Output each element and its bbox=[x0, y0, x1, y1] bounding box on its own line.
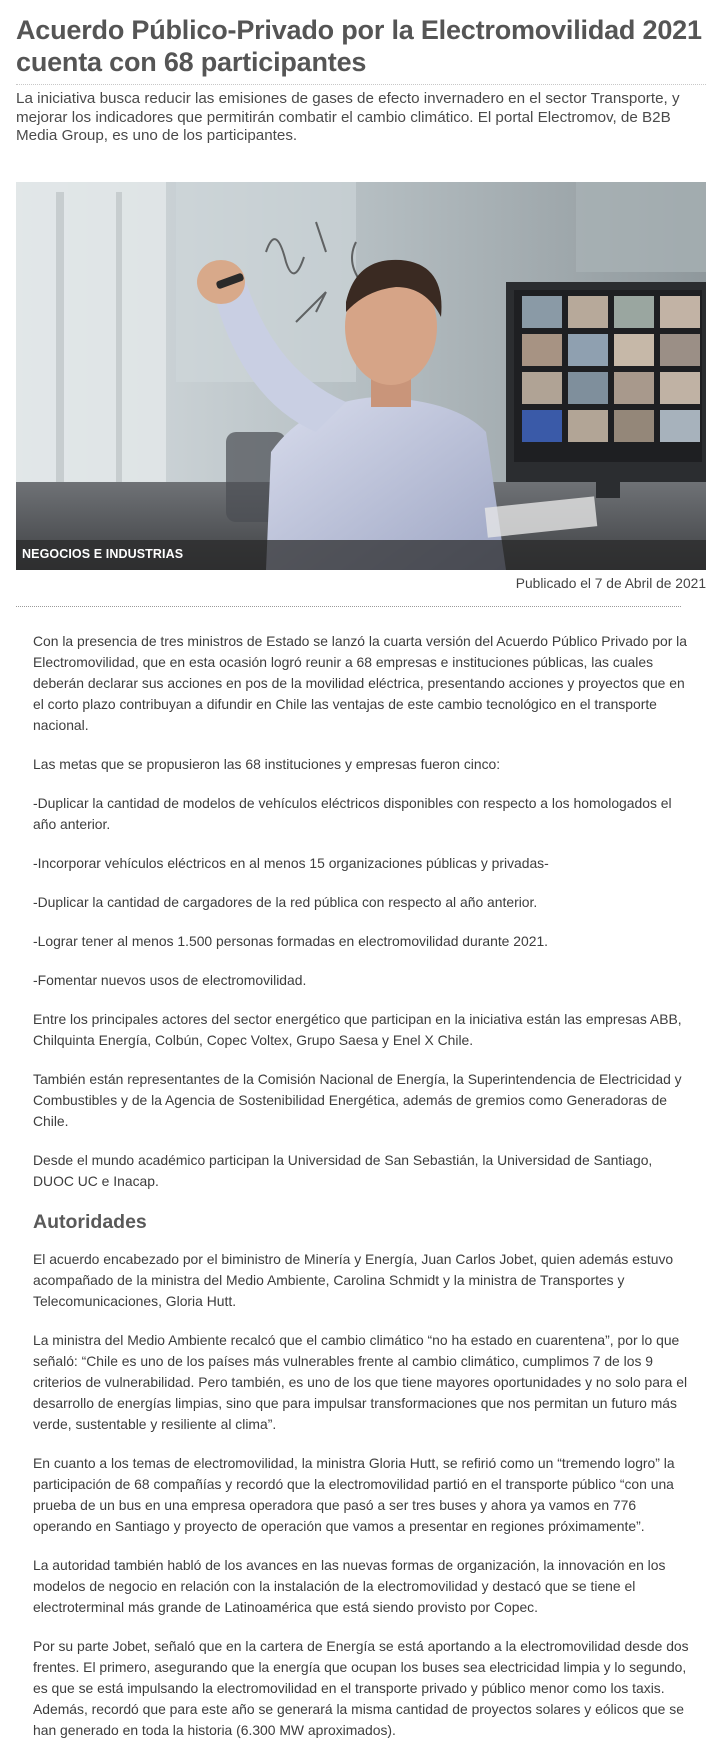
paragraph: La ministra del Medio Ambiente recalcó que el cambio climático “no ha estado en cuarentena”, por lo que señaló: “Chile es uno de los países más vulnerables frente al cambio climático, cumplimos 7 de los 9 criterios de vulnerabilidad. Pero también, es uno de los que tiene mayores oportunidades y no solo para el desarrollo de energías limpias, sino que para impulsar transformaciones que nos permitan un futuro más verde, sustentable y resiliente al clima”. bbox=[33, 1332, 688, 1432]
goal-item: -Lograr tener al menos 1.500 personas formadas en electromovilidad durante 2021. bbox=[33, 933, 549, 949]
paragraph: Entre los principales actores del sector energético que participan en la iniciativa están las empresas ABB, Chilquinta Energía, Colbún, Copec Voltex, Grupo Saesa y Enel X Chile. bbox=[33, 1011, 682, 1048]
goal-item: -Duplicar la cantidad de cargadores de la red pública con respecto al año anterior. bbox=[33, 894, 538, 910]
section-heading: Autoridades bbox=[33, 1211, 147, 1233]
article-title: Acuerdo Público-Privado por la Electromovilidad 2021 cuenta con 68 participantes bbox=[16, 15, 702, 77]
paragraph: Por su parte Jobet, señaló que en la cartera de Energía se está aportando a la electromovilidad desde dos frentes. El primero, asegurando que la energía que ocupan los buses sea electricidad limpia y lo segundo, es que se está impulsando la electromovilidad en el transporte privado y público menor como los taxis. Además, recordó que para este año se generará la misma cantidad de proyectos solares y eólicos que se han generado en toda la historia (6.300 MW aproximados). bbox=[33, 1638, 689, 1738]
paragraph: Las metas que se propusieron las 68 instituciones y empresas fueron cinco: bbox=[33, 756, 501, 772]
category-bar bbox=[16, 540, 706, 570]
hero-photo bbox=[16, 182, 706, 570]
goal-item: -Duplicar la cantidad de modelos de vehículos eléctricos disponibles con respecto a los homologados el año anterior. bbox=[33, 795, 672, 832]
goal-item: -Incorporar vehículos eléctricos en al menos 15 organizaciones públicas y privadas- bbox=[33, 855, 549, 871]
paragraph: Desde el mundo académico participan la Universidad de San Sebastián, la Universidad de Santiago, DUOC UC e Inacap. bbox=[33, 1152, 653, 1189]
paragraph: Con la presencia de tres ministros de Estado se lanzó la cuarta versión del Acuerdo Público Privado por la Electromovilidad, que en esta ocasión logró reunir a 68 empresas e instituciones públicas, las cuales deberán declarar sus acciones en pos de la movilidad eléctrica, presentando acciones y proyectos que en el corto plazo contribuyan a difundir en Chile las ventajas de este cambio tecnológico en el transporte nacional. bbox=[33, 633, 687, 733]
article-body bbox=[33, 631, 693, 1759]
title-divider bbox=[16, 84, 706, 85]
article-header bbox=[16, 0, 706, 591]
paragraph: También están representantes de la Comisión Nacional de Energía, la Superintendencia de Electricidad y Combustibles y de la Agencia de Sostenibilidad Energética, además de gremios como Generadoras de Chile. bbox=[33, 1071, 682, 1129]
paragraph: La autoridad también habló de los avances en las nuevas formas de organización, la innovación en los modelos de negocio en relación con la instalación de la electromovilidad y destacó que se tiene el electroterminal más grande de Latinoamérica que está siendo provisto por Copec. bbox=[33, 1557, 666, 1615]
category-label[interactable]: NEGOCIOS E INDUSTRIAS bbox=[22, 547, 184, 561]
goal-item: -Fomentar nuevos usos de electromovilidad. bbox=[33, 972, 307, 988]
publish-date: Publicado el 7 de Abril de 2021 bbox=[515, 576, 706, 591]
paragraph: En cuanto a los temas de electromovilidad, la ministra Gloria Hutt, se refirió como un “tremendo logro” la participación de 68 compañías y recordó que la electromovilidad partió en el transporte público “con una prueba de un bus en una empresa operadora que pasó a ser tres buses y ahora ya vamos en 776 operando en Santiago y proyecto de operación que vamos a presentar en regiones próximamente”. bbox=[33, 1455, 675, 1534]
body-divider bbox=[16, 606, 681, 607]
paragraph: El acuerdo encabezado por el biministro de Minería y Energía, Juan Carlos Jobet, quien además estuvo acompañado de la ministra del Medio Ambiente, Carolina Schmidt y la ministra de Transportes y Telecomunicaciones, Gloria Hutt. bbox=[33, 1251, 674, 1309]
article-lede: La iniciativa busca reducir las emisiones de gases de efecto invernadero en el sector Transporte, y mejorar los indicadores que permitirán combatir el cambio climático. El portal Electromov, de B2B Media Group, es uno de los participantes. bbox=[16, 90, 680, 144]
hero-image[interactable] bbox=[16, 182, 706, 570]
